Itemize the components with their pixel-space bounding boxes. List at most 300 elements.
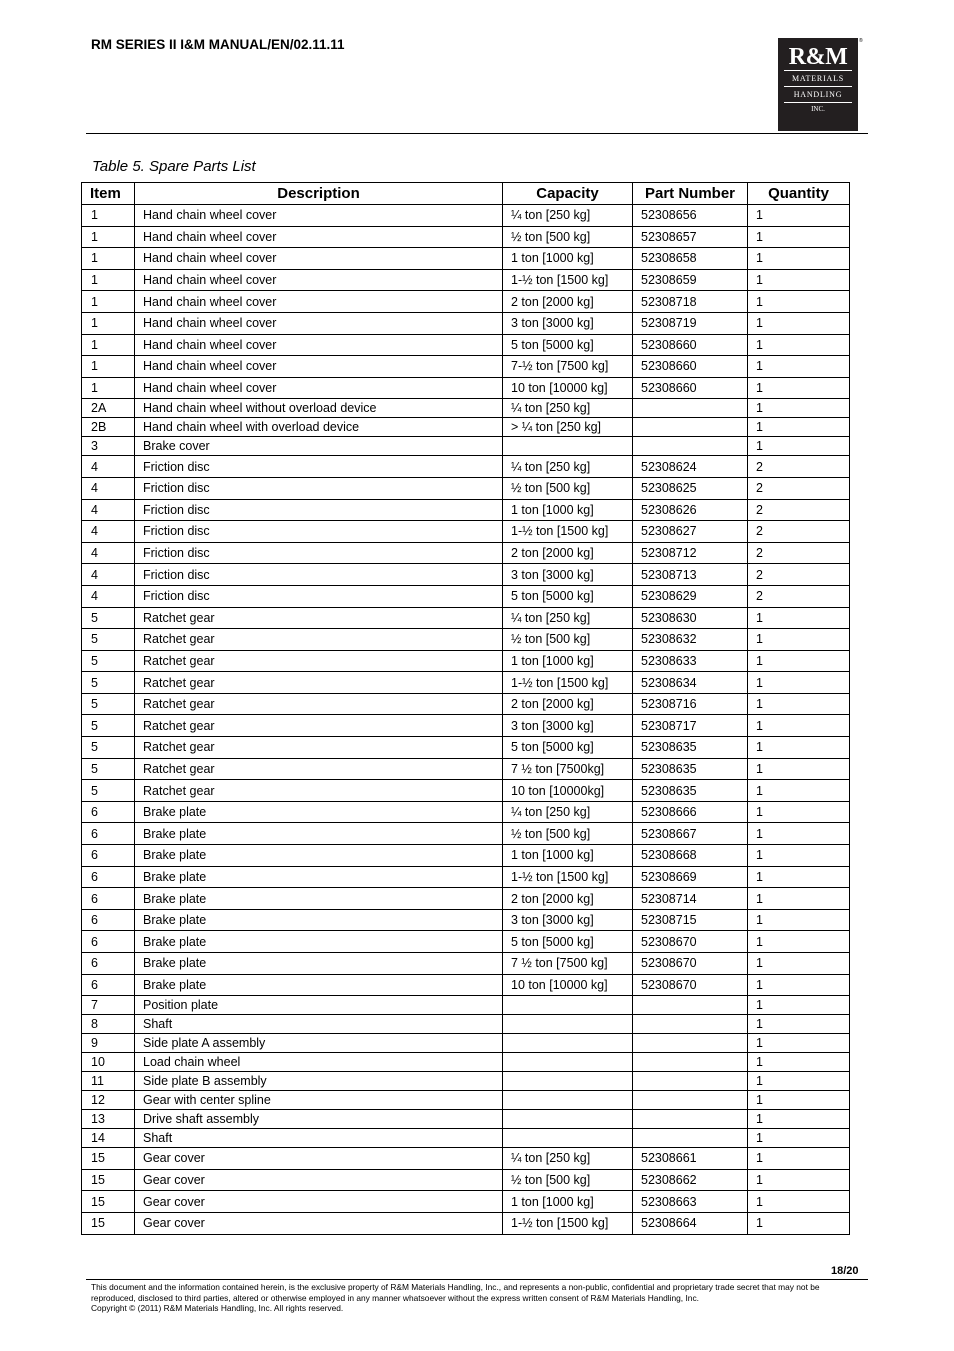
cell-quantity: 1 [748, 312, 850, 334]
cell-quantity: 1 [748, 1169, 850, 1191]
cell-item: 8 [82, 1015, 135, 1034]
cell-capacity: ½ ton [500 kg] [503, 477, 633, 499]
table-row [82, 1110, 850, 1129]
cell-item: 5 [82, 693, 135, 715]
cell-description: Side plate B assembly [135, 1072, 503, 1091]
cell-description: Brake plate [135, 866, 503, 888]
cell-description: Brake plate [135, 953, 503, 975]
cell-description: Hand chain wheel cover [135, 356, 503, 378]
logo-line3: INC. [811, 105, 825, 113]
cell-part-number: 52308656 [633, 205, 748, 227]
cell-item: 13 [82, 1110, 135, 1129]
cell-item: 1 [82, 377, 135, 399]
cell-description: Friction disc [135, 521, 503, 543]
cell-capacity: 2 ton [2000 kg] [503, 542, 633, 564]
logo-line1: MATERIALS [791, 74, 845, 83]
cell-description: Hand chain wheel cover [135, 312, 503, 334]
table-row [82, 418, 850, 437]
cell-description: Hand chain wheel cover [135, 291, 503, 313]
cell-item: 1 [82, 248, 135, 270]
cell-capacity [503, 1072, 633, 1091]
cell-item: 1 [82, 205, 135, 227]
cell-description: Ratchet gear [135, 780, 503, 802]
cell-description: Gear cover [135, 1191, 503, 1213]
table-row [82, 291, 850, 313]
cell-quantity: 1 [748, 1091, 850, 1110]
cell-description: Friction disc [135, 585, 503, 607]
table-row [82, 1129, 850, 1148]
cell-item: 4 [82, 542, 135, 564]
cell-item: 9 [82, 1034, 135, 1053]
logo-text: R&M [788, 44, 848, 70]
table-row [82, 226, 850, 248]
cell-description: Ratchet gear [135, 672, 503, 694]
cell-item: 6 [82, 888, 135, 910]
cell-part-number: 52308627 [633, 521, 748, 543]
cell-description: Ratchet gear [135, 693, 503, 715]
cell-quantity: 1 [748, 1034, 850, 1053]
cell-description: Hand chain wheel with overload device [135, 418, 503, 437]
cell-quantity: 1 [748, 607, 850, 629]
cell-description: Side plate A assembly [135, 1034, 503, 1053]
cell-part-number: 52308719 [633, 312, 748, 334]
cell-description: Brake plate [135, 823, 503, 845]
cell-capacity: 7-½ ton [7500 kg] [503, 356, 633, 378]
table-row [82, 1034, 850, 1053]
cell-item: 5 [82, 715, 135, 737]
cell-part-number [633, 1034, 748, 1053]
cell-item: 1 [82, 269, 135, 291]
cell-quantity: 2 [748, 542, 850, 564]
cell-part-number: 52308664 [633, 1212, 748, 1234]
cell-quantity: 2 [748, 477, 850, 499]
table-row [82, 269, 850, 291]
cell-description: Drive shaft assembly [135, 1110, 503, 1129]
cell-quantity: 1 [748, 1212, 850, 1234]
cell-part-number: 52308668 [633, 845, 748, 867]
cell-part-number: 52308624 [633, 456, 748, 478]
cell-part-number: 52308717 [633, 715, 748, 737]
cell-capacity: 2 ton [2000 kg] [503, 888, 633, 910]
cell-quantity: 1 [748, 1191, 850, 1213]
table-row [82, 693, 850, 715]
cell-capacity: ½ ton [500 kg] [503, 226, 633, 248]
cell-quantity: 1 [748, 672, 850, 694]
cell-part-number: 52308660 [633, 334, 748, 356]
page-number: 18/20 [831, 1265, 859, 1277]
table-row [82, 356, 850, 378]
rm-logo [778, 38, 858, 131]
cell-quantity: 1 [748, 269, 850, 291]
table-row [82, 542, 850, 564]
cell-capacity: ¼ ton [250 kg] [503, 205, 633, 227]
table-row [82, 1191, 850, 1213]
table-row [82, 931, 850, 953]
cell-capacity: 1 ton [1000 kg] [503, 845, 633, 867]
cell-capacity: 5 ton [5000 kg] [503, 931, 633, 953]
cell-capacity: 1-½ ton [1500 kg] [503, 269, 633, 291]
cell-part-number: 52308658 [633, 248, 748, 270]
cell-description: Brake plate [135, 931, 503, 953]
cell-quantity: 2 [748, 456, 850, 478]
cell-item: 5 [82, 650, 135, 672]
table-caption: Table 5. Spare Parts List [92, 158, 256, 175]
cell-part-number: 52308663 [633, 1191, 748, 1213]
cell-capacity: ½ ton [500 kg] [503, 823, 633, 845]
table-body [82, 205, 850, 1235]
cell-quantity: 1 [748, 437, 850, 456]
table-row [82, 205, 850, 227]
cell-quantity: 1 [748, 715, 850, 737]
cell-quantity: 1 [748, 399, 850, 418]
cell-description: Gear cover [135, 1169, 503, 1191]
cell-quantity: 1 [748, 931, 850, 953]
cell-quantity: 1 [748, 291, 850, 313]
cell-capacity: 1 ton [1000 kg] [503, 1191, 633, 1213]
cell-part-number: 52308715 [633, 909, 748, 931]
cell-description: Hand chain wheel cover [135, 269, 503, 291]
cell-description: Hand chain wheel without overload device [135, 399, 503, 418]
cell-item: 1 [82, 356, 135, 378]
cell-description: Gear with center spline [135, 1091, 503, 1110]
cell-capacity: 5 ton [5000 kg] [503, 737, 633, 759]
cell-capacity: 3 ton [3000 kg] [503, 909, 633, 931]
table-row [82, 377, 850, 399]
cell-capacity: 1 ton [1000 kg] [503, 248, 633, 270]
cell-item: 11 [82, 1072, 135, 1091]
table-row [82, 672, 850, 694]
cell-item: 6 [82, 953, 135, 975]
cell-part-number: 52308635 [633, 737, 748, 759]
cell-part-number: 52308662 [633, 1169, 748, 1191]
registered-mark: ® [859, 38, 863, 44]
table-row [82, 1015, 850, 1034]
cell-item: 4 [82, 477, 135, 499]
cell-item: 14 [82, 1129, 135, 1148]
confidentiality-notice: This document and the information contained herein, is the exclusive property of R&M Materials Handling, Inc., and represents a non-public, confidential and proprietary trade secret that may not be reproduced, disclosed to third parties, altered or otherwise employed in any manner whatsoever without the express written consent of R&M Materials Handling, Inc. [91, 1282, 820, 1303]
cell-part-number: 52308718 [633, 291, 748, 313]
cell-item: 4 [82, 521, 135, 543]
cell-capacity: 2 ton [2000 kg] [503, 291, 633, 313]
table-row [82, 248, 850, 270]
cell-description: Shaft [135, 1129, 503, 1148]
spare-parts-table [81, 182, 850, 1235]
cell-item: 6 [82, 801, 135, 823]
cell-part-number: 52308670 [633, 953, 748, 975]
cell-description: Ratchet gear [135, 758, 503, 780]
table-row [82, 477, 850, 499]
cell-item: 3 [82, 437, 135, 456]
cell-capacity: ½ ton [500 kg] [503, 1169, 633, 1191]
table-row [82, 1091, 850, 1110]
cell-capacity: ¼ ton [250 kg] [503, 456, 633, 478]
cell-item: 6 [82, 866, 135, 888]
cell-item: 10 [82, 1053, 135, 1072]
cell-quantity: 1 [748, 226, 850, 248]
cell-part-number: 52308712 [633, 542, 748, 564]
cell-item: 12 [82, 1091, 135, 1110]
cell-description: Friction disc [135, 542, 503, 564]
table-row [82, 334, 850, 356]
cell-quantity: 1 [748, 418, 850, 437]
cell-quantity: 1 [748, 629, 850, 651]
cell-item: 4 [82, 456, 135, 478]
cell-quantity: 1 [748, 1148, 850, 1170]
cell-item: 5 [82, 672, 135, 694]
cell-description: Ratchet gear [135, 737, 503, 759]
cell-part-number: 52308659 [633, 269, 748, 291]
table-row [82, 312, 850, 334]
cell-description: Ratchet gear [135, 650, 503, 672]
table-row [82, 585, 850, 607]
cell-part-number: 52308629 [633, 585, 748, 607]
cell-description: Hand chain wheel cover [135, 377, 503, 399]
cell-item: 6 [82, 845, 135, 867]
cell-item: 15 [82, 1148, 135, 1170]
cell-part-number [633, 1053, 748, 1072]
table-row [82, 499, 850, 521]
cell-description: Gear cover [135, 1212, 503, 1234]
cell-description: Ratchet gear [135, 715, 503, 737]
cell-quantity: 1 [748, 845, 850, 867]
cell-capacity: ¼ ton [250 kg] [503, 1148, 633, 1170]
cell-item: 2A [82, 399, 135, 418]
table-header-row [82, 183, 850, 205]
cell-part-number [633, 1110, 748, 1129]
cell-quantity: 1 [748, 693, 850, 715]
cell-part-number: 52308669 [633, 866, 748, 888]
cell-quantity: 1 [748, 356, 850, 378]
cell-item: 15 [82, 1212, 135, 1234]
cell-item: 7 [82, 996, 135, 1015]
cell-item: 4 [82, 499, 135, 521]
cell-description: Shaft [135, 1015, 503, 1034]
cell-capacity: 3 ton [3000 kg] [503, 312, 633, 334]
header-rule [86, 133, 868, 134]
cell-item: 4 [82, 585, 135, 607]
cell-description: Gear cover [135, 1148, 503, 1170]
cell-quantity: 1 [748, 737, 850, 759]
cell-description: Hand chain wheel cover [135, 248, 503, 270]
column-header-item: Item [82, 183, 135, 205]
cell-quantity: 1 [748, 888, 850, 910]
cell-item: 5 [82, 737, 135, 759]
table-row [82, 715, 850, 737]
cell-quantity: 1 [748, 1072, 850, 1091]
cell-part-number [633, 1129, 748, 1148]
cell-capacity [503, 437, 633, 456]
column-header-capacity: Capacity [503, 183, 633, 205]
cell-description: Brake plate [135, 909, 503, 931]
cell-part-number [633, 418, 748, 437]
footer-rule [86, 1279, 868, 1280]
cell-capacity [503, 1091, 633, 1110]
cell-capacity: 5 ton [5000 kg] [503, 585, 633, 607]
cell-capacity [503, 1034, 633, 1053]
cell-description: Brake plate [135, 974, 503, 996]
cell-item: 2B [82, 418, 135, 437]
cell-item: 4 [82, 564, 135, 586]
cell-part-number: 52308657 [633, 226, 748, 248]
table-row [82, 953, 850, 975]
table-row [82, 888, 850, 910]
cell-capacity [503, 1015, 633, 1034]
cell-description: Ratchet gear [135, 629, 503, 651]
cell-part-number: 52308625 [633, 477, 748, 499]
cell-quantity: 1 [748, 974, 850, 996]
cell-item: 5 [82, 607, 135, 629]
cell-quantity: 1 [748, 780, 850, 802]
footer-notice [91, 1282, 866, 1314]
cell-part-number: 52308666 [633, 801, 748, 823]
cell-quantity: 1 [748, 377, 850, 399]
cell-description: Brake cover [135, 437, 503, 456]
cell-description: Friction disc [135, 564, 503, 586]
cell-quantity: 2 [748, 564, 850, 586]
cell-part-number: 52308626 [633, 499, 748, 521]
cell-part-number: 52308714 [633, 888, 748, 910]
table-row [82, 866, 850, 888]
table-row [82, 1148, 850, 1170]
column-header-part-number: Part Number [633, 183, 748, 205]
cell-part-number: 52308634 [633, 672, 748, 694]
cell-quantity: 1 [748, 650, 850, 672]
table-row [82, 974, 850, 996]
cell-capacity: 3 ton [3000 kg] [503, 564, 633, 586]
cell-quantity: 1 [748, 866, 850, 888]
table-row [82, 780, 850, 802]
cell-capacity [503, 1129, 633, 1148]
cell-part-number: 52308670 [633, 974, 748, 996]
table-row [82, 607, 850, 629]
cell-capacity: 1-½ ton [1500 kg] [503, 521, 633, 543]
table-row [82, 1169, 850, 1191]
cell-part-number: 52308633 [633, 650, 748, 672]
table-row [82, 909, 850, 931]
cell-quantity: 1 [748, 801, 850, 823]
table-row [82, 1072, 850, 1091]
cell-capacity: ¼ ton [250 kg] [503, 399, 633, 418]
cell-capacity: 7 ½ ton [7500 kg] [503, 953, 633, 975]
cell-description: Brake plate [135, 888, 503, 910]
cell-description: Position plate [135, 996, 503, 1015]
document-header-title: RM SERIES II I&M MANUAL/EN/02.11.11 [91, 37, 345, 52]
table-row [82, 996, 850, 1015]
table-row [82, 456, 850, 478]
cell-quantity: 1 [748, 1110, 850, 1129]
cell-part-number: 52308713 [633, 564, 748, 586]
cell-capacity: 1 ton [1000 kg] [503, 499, 633, 521]
cell-part-number: 52308660 [633, 377, 748, 399]
column-header-quantity: Quantity [748, 183, 850, 205]
cell-quantity: 1 [748, 758, 850, 780]
cell-description: Friction disc [135, 456, 503, 478]
table-row [82, 437, 850, 456]
cell-capacity: 7 ½ ton [7500kg] [503, 758, 633, 780]
cell-part-number [633, 1091, 748, 1110]
cell-item: 6 [82, 931, 135, 953]
cell-quantity: 1 [748, 1053, 850, 1072]
cell-capacity: > ¼ ton [250 kg] [503, 418, 633, 437]
table-row [82, 629, 850, 651]
cell-capacity: 10 ton [10000kg] [503, 780, 633, 802]
table-row [82, 399, 850, 418]
cell-part-number: 52308660 [633, 356, 748, 378]
cell-capacity: ¼ ton [250 kg] [503, 801, 633, 823]
table-row [82, 801, 850, 823]
cell-quantity: 1 [748, 205, 850, 227]
table-row [82, 1212, 850, 1234]
cell-capacity: 1-½ ton [1500 kg] [503, 866, 633, 888]
cell-quantity: 1 [748, 248, 850, 270]
table-row [82, 737, 850, 759]
cell-description: Brake plate [135, 801, 503, 823]
cell-capacity: 1-½ ton [1500 kg] [503, 672, 633, 694]
logo-line2: HANDLING [793, 90, 843, 99]
table-row [82, 650, 850, 672]
cell-description: Ratchet gear [135, 607, 503, 629]
cell-capacity: 10 ton [10000 kg] [503, 974, 633, 996]
cell-item: 6 [82, 974, 135, 996]
cell-part-number [633, 399, 748, 418]
cell-part-number: 52308667 [633, 823, 748, 845]
cell-part-number: 52308632 [633, 629, 748, 651]
table-row [82, 564, 850, 586]
cell-capacity: 5 ton [5000 kg] [503, 334, 633, 356]
cell-quantity: 2 [748, 521, 850, 543]
cell-description: Hand chain wheel cover [135, 334, 503, 356]
cell-item: 5 [82, 780, 135, 802]
cell-capacity: 1-½ ton [1500 kg] [503, 1212, 633, 1234]
cell-description: Brake plate [135, 845, 503, 867]
cell-capacity [503, 1053, 633, 1072]
cell-description: Hand chain wheel cover [135, 205, 503, 227]
cell-quantity: 2 [748, 585, 850, 607]
table-row [82, 845, 850, 867]
cell-part-number: 52308635 [633, 758, 748, 780]
cell-item: 5 [82, 758, 135, 780]
cell-item: 1 [82, 226, 135, 248]
cell-part-number [633, 996, 748, 1015]
cell-quantity: 1 [748, 953, 850, 975]
cell-capacity: 3 ton [3000 kg] [503, 715, 633, 737]
column-header-description: Description [135, 183, 503, 205]
cell-capacity: 10 ton [10000 kg] [503, 377, 633, 399]
cell-quantity: 1 [748, 1129, 850, 1148]
cell-quantity: 1 [748, 334, 850, 356]
table-row [82, 521, 850, 543]
table-row [82, 823, 850, 845]
cell-capacity: 2 ton [2000 kg] [503, 693, 633, 715]
cell-quantity: 1 [748, 909, 850, 931]
cell-description: Hand chain wheel cover [135, 226, 503, 248]
cell-item: 5 [82, 629, 135, 651]
cell-item: 15 [82, 1169, 135, 1191]
cell-capacity: ½ ton [500 kg] [503, 629, 633, 651]
cell-capacity [503, 996, 633, 1015]
cell-part-number: 52308661 [633, 1148, 748, 1170]
cell-part-number [633, 1015, 748, 1034]
cell-part-number [633, 437, 748, 456]
cell-description: Friction disc [135, 499, 503, 521]
cell-capacity: 1 ton [1000 kg] [503, 650, 633, 672]
cell-item: 6 [82, 909, 135, 931]
cell-item: 6 [82, 823, 135, 845]
cell-part-number: 52308630 [633, 607, 748, 629]
table-row [82, 758, 850, 780]
cell-item: 1 [82, 291, 135, 313]
cell-item: 1 [82, 312, 135, 334]
